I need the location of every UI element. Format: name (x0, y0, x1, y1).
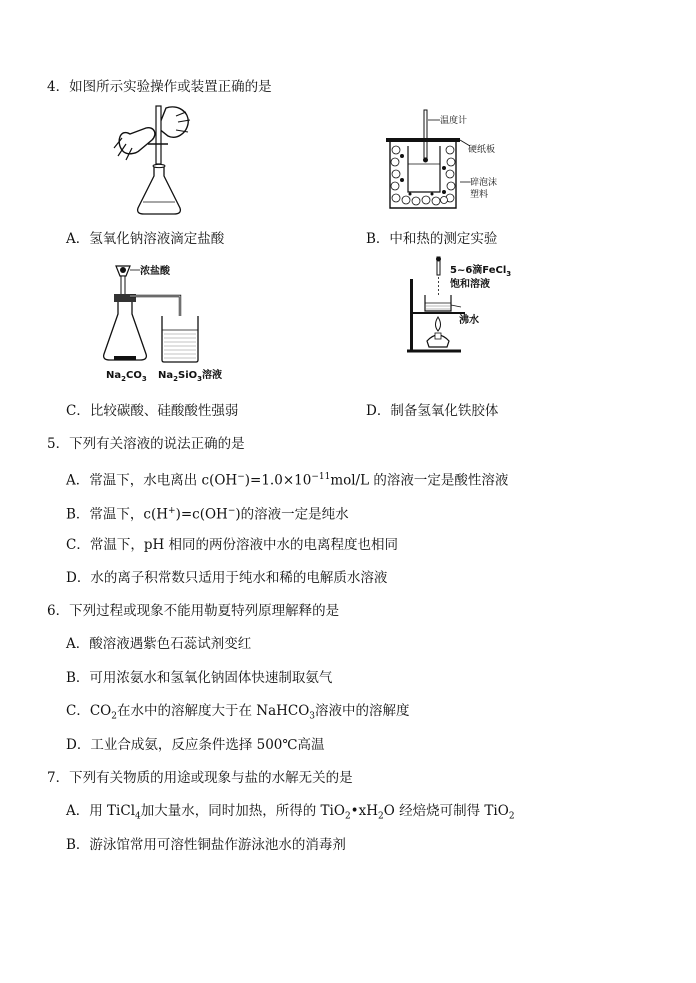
fecl3-label-2: 饱和溶液 (450, 279, 490, 290)
figure-d-colloid (405, 255, 520, 355)
q5-option-a: A．常温下，水电离出 $c(OH^-)=1.0\times 10^{-11}mol/L$ 的溶液一定是酸性溶液 (66, 472, 509, 489)
q7-option-a: A．用 TiCl$_4$加大量水，同时加热，所得的 $TiO_2•xH_2O$ 经焙烧可制得 TiO$_2$ (66, 803, 515, 822)
q6-option-c: C．$CO_2$在水中的溶解度大于在 NaHCO$_3$溶液中的溶解度 (66, 703, 410, 722)
fecl3-label-1: 5~6滴FeCl$_3$ (450, 265, 512, 278)
q4-option-b: B．中和热的测定实验 (366, 231, 498, 247)
q7-stem: 7．下列有关物质的用途或现象与盐的水解无关的是 (47, 770, 353, 786)
foam-label-2: 塑料 (470, 190, 489, 200)
conc-hcl-label: 浓盐酸 (140, 266, 170, 277)
q6-option-b: B．可用浓氨水和氢氧化钠固体快速制取氨气 (66, 670, 333, 686)
q4-stem: 4．如图所示实验操作或装置正确的是 (47, 79, 272, 95)
q6-option-d: D．工业合成氨，反应条件选择 500℃高温 (66, 737, 325, 753)
q5-option-c: C．常温下，pH 相同的两份溶液中水的电离程度也相同 (66, 537, 399, 553)
q4-option-a: A．氢氧化钠溶液滴定盐酸 (66, 231, 225, 247)
cardboard-label: 硬纸板 (468, 145, 496, 155)
na2sio3-label: $Na_2SiO_3$溶液 (158, 370, 223, 383)
q4-option-d: D．制备氢氧化铁胶体 (366, 403, 499, 419)
figure-a-titration (110, 104, 210, 219)
q5-option-b: B．常温下，c(H+)=c(OH−)的溶液一定是纯水 (66, 506, 349, 523)
q5-option-d: D．水的离子积常数只适用于纯水和稀的电解质水溶液 (66, 570, 388, 586)
q6-option-a: A．酸溶液遇紫色石蕊试剂变红 (66, 636, 252, 652)
figure-c-acid-comparison (100, 258, 230, 388)
boiling-water-label: 沸水 (459, 315, 479, 326)
q4-option-c: C．比较碳酸、硅酸酸性强弱 (66, 403, 239, 419)
foam-label-1: 碎泡沫 (470, 178, 498, 188)
q7-option-b: B．游泳馆常用可溶性铜盐作游泳池水的消毒剂 (66, 837, 346, 853)
q5-stem: 5．下列有关溶液的说法正确的是 (47, 436, 245, 452)
thermometer-label: 温度计 (440, 116, 468, 126)
figure-b-calorimeter (380, 108, 520, 213)
q6-stem: 6．下列过程或现象不能用勒夏特列原理解释的是 (47, 603, 340, 619)
na2co3-label: $Na_2CO_3$ (106, 370, 147, 383)
